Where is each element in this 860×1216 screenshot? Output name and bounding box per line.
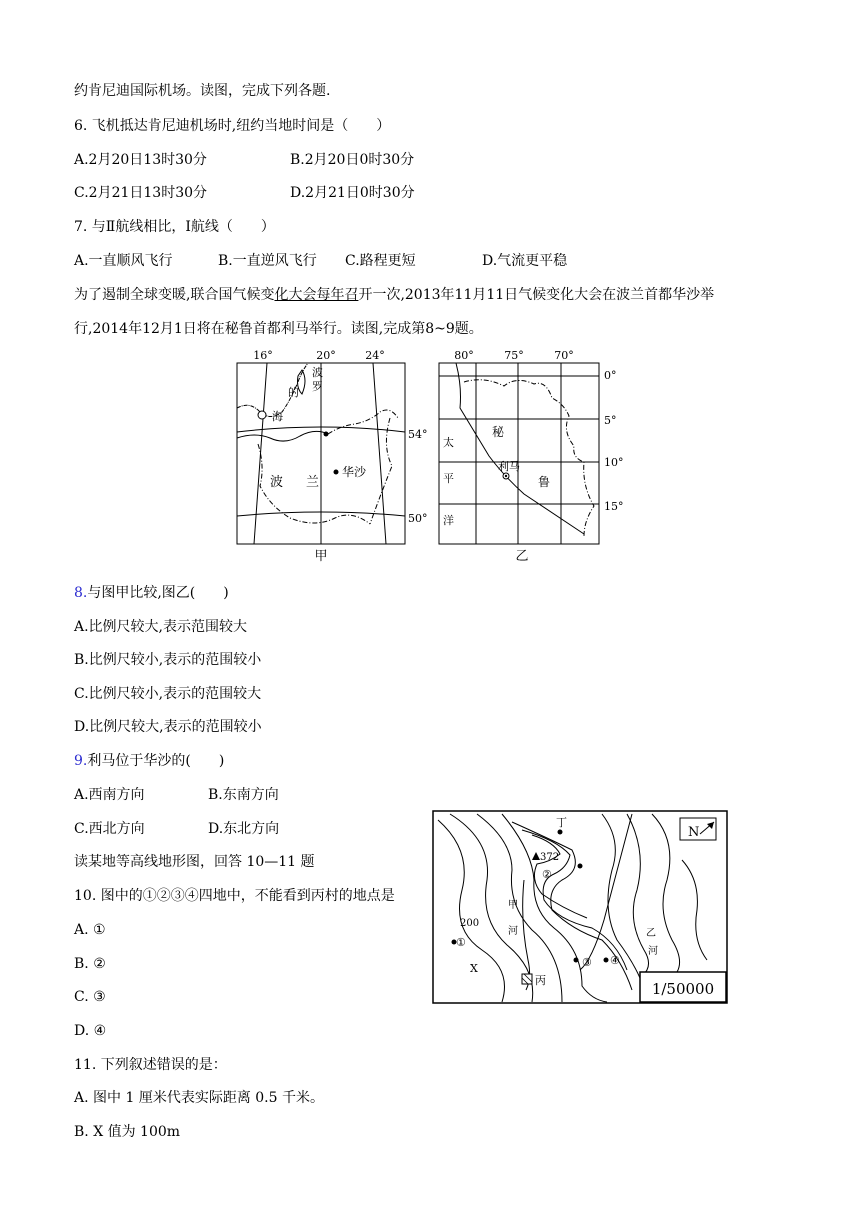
map-yi-label-bi: 秘 [492, 425, 505, 439]
map-jia-meridian-16 [254, 363, 267, 544]
scale-box [640, 972, 726, 1002]
q9-option-b: B.东南方向 [208, 787, 279, 803]
map-jia-lat-54: 54° [408, 428, 428, 441]
label-x: X [470, 962, 478, 975]
map-yi-lat-0: 0° [604, 369, 617, 382]
q11-stem: 11. 下列叙述错误的是： [74, 1057, 227, 1073]
q6-option-b: B.2月20日0时30分 [290, 152, 415, 168]
q7-option-c: C.路程更短 [345, 253, 416, 269]
q8-option-b: B.比例尺较小,表示的范围较小 [74, 652, 262, 668]
point-4 [604, 958, 609, 963]
label-circled-3: ③ [582, 956, 592, 969]
point-ding [558, 830, 563, 835]
q10-option-b: B. ② [74, 956, 106, 972]
q6-stem: 6. 飞机抵达肯尼迪机场时,纽约当地时间是（ ） [74, 118, 391, 134]
map-yi-label-lu: 鲁 [538, 475, 551, 489]
label-circled-1: ① [456, 936, 466, 949]
passage-line-1-post: 开一次,2013年11月11日气候变化大会在波兰首都华沙举 [358, 287, 715, 303]
north-arrow-icon [680, 818, 716, 840]
label-river-jia-2: 河 [508, 926, 518, 937]
map-jia-caption: 甲 [314, 549, 328, 562]
map-jia-warsaw-dot [334, 470, 339, 475]
map-jia-label-poland-2: 兰 [306, 475, 320, 490]
map-yi-coast [456, 363, 584, 534]
label-river-jia-1: 甲 [508, 900, 518, 911]
q9-option-c: C.西北方向 [74, 821, 145, 837]
map-yi-lat-10: 10° [604, 456, 624, 469]
map-yi-label-tai: 太 [443, 436, 454, 449]
q10-stem: 10. 图中的①②③④四地中，不能看到丙村的地点是 [74, 888, 395, 904]
map-jia-lat-50: 50° [408, 512, 428, 525]
map-yi-label-yang: 洋 [443, 514, 454, 527]
map-jia-label-hai: 海 [272, 410, 283, 423]
q7-option-a: A.一直顺风飞行 [74, 253, 173, 269]
passage-line-1-pre: 为了遏制全球变暖,联合国气候变 [74, 287, 275, 303]
q8-option-d: D.比例尺较大,表示的范围较小 [74, 719, 262, 735]
map-yi [434, 346, 644, 562]
passage-line-1 [74, 286, 714, 304]
scale-label: 1/50000 [651, 980, 715, 998]
map-jia-label-de: 的 [288, 386, 299, 399]
point-3 [574, 958, 579, 963]
map-jia-coast-2 [237, 431, 328, 441]
q8-option-a: A.比例尺较大,表示范围较大 [74, 619, 248, 635]
map-jia-city-1 [258, 411, 266, 419]
label-bing: 丙 [535, 974, 546, 987]
q6-option-c: C.2月21日13时30分 [74, 185, 208, 201]
label-circled-4: ④ [610, 954, 620, 967]
map-jia-lon-24: 24° [365, 349, 385, 362]
q10-option-d: D. ④ [74, 1023, 107, 1039]
label-river-yi-2: 河 [648, 946, 658, 957]
label-ding: 丁 [556, 816, 567, 829]
map-jia-lon-16: 16° [253, 349, 273, 362]
map-jia-label-luo: 罗 [312, 380, 323, 393]
map-jia-city-2 [324, 432, 329, 437]
map-jia-label-poland-1: 波 [270, 475, 284, 490]
map-jia-lon-20: 20° [316, 349, 336, 362]
passage-underlined: 化大会每年召 [274, 287, 359, 303]
q9-stem [74, 752, 224, 770]
map-yi-border [464, 380, 594, 536]
q9-option-a: A.西南方向 [74, 787, 145, 803]
map-jia-label-bo: 波 [312, 366, 323, 379]
label-circled-2: ② [542, 868, 552, 881]
map-yi-lon-75: 75° [504, 349, 524, 362]
q8-stem [74, 584, 229, 602]
map-jia-meridian-24 [373, 363, 386, 544]
map-yi-caption: 乙 [515, 549, 529, 562]
q6-option-d: D.2月21日0时30分 [290, 185, 415, 201]
q7-option-b: B.一直逆风飞行 [218, 253, 317, 269]
map-yi-lat-5: 5° [604, 414, 617, 427]
q10-option-c: C. ③ [74, 989, 106, 1005]
q8-stem-text: 与图甲比较,图乙( ) [87, 585, 229, 601]
map-yi-label-lima: 利马 [498, 460, 520, 473]
map-yi-frame [439, 363, 599, 544]
map-yi-lon-70: 70° [554, 349, 574, 362]
q9-stem-text: 利马位于华沙的( ) [87, 753, 225, 769]
q9-option-d: D.东北方向 [208, 821, 280, 837]
map-jia-label-warsaw: 华沙 [342, 465, 367, 479]
contour-map [432, 810, 730, 1006]
passage-line-2: 行,2014年12月1日将在秘鲁首都利马举行。读图,完成第8~9题。 [74, 321, 483, 337]
svg-text:N: N [688, 825, 700, 840]
label-river-yi-1: 乙 [646, 928, 656, 939]
q8-option-c: C.比例尺较小,表示的范围较大 [74, 686, 262, 702]
q10-option-a: A. ① [74, 922, 106, 938]
q7-option-d: D.气流更平稳 [482, 253, 568, 269]
point-2 [578, 864, 583, 869]
q11-option-a: A. 图中 1 厘米代表实际距离 0.5 千米。 [74, 1090, 324, 1106]
map-yi-lat-15: 15° [604, 500, 624, 513]
map-yi-label-ping: 平 [443, 472, 454, 485]
q9-number: 9. [74, 753, 88, 769]
question-intro-tail: 约肯尼迪国际机场。读图，完成下列各题. [74, 83, 331, 99]
contour-intro: 读某地等高线地形图，回答 10—11 题 [74, 854, 315, 870]
q8-number: 8. [74, 585, 88, 601]
label-372: 372 [540, 852, 560, 863]
q6-option-a: A.2月20日13时30分 [74, 152, 207, 168]
map-jia [230, 346, 435, 562]
q7-stem: 7. 与Ⅱ航线相比，Ⅰ航线（ ） [74, 219, 275, 235]
label-200: 200 [460, 918, 480, 929]
map-yi-lon-80: 80° [454, 349, 474, 362]
q11-option-b: B. X 值为 100m [74, 1124, 181, 1140]
